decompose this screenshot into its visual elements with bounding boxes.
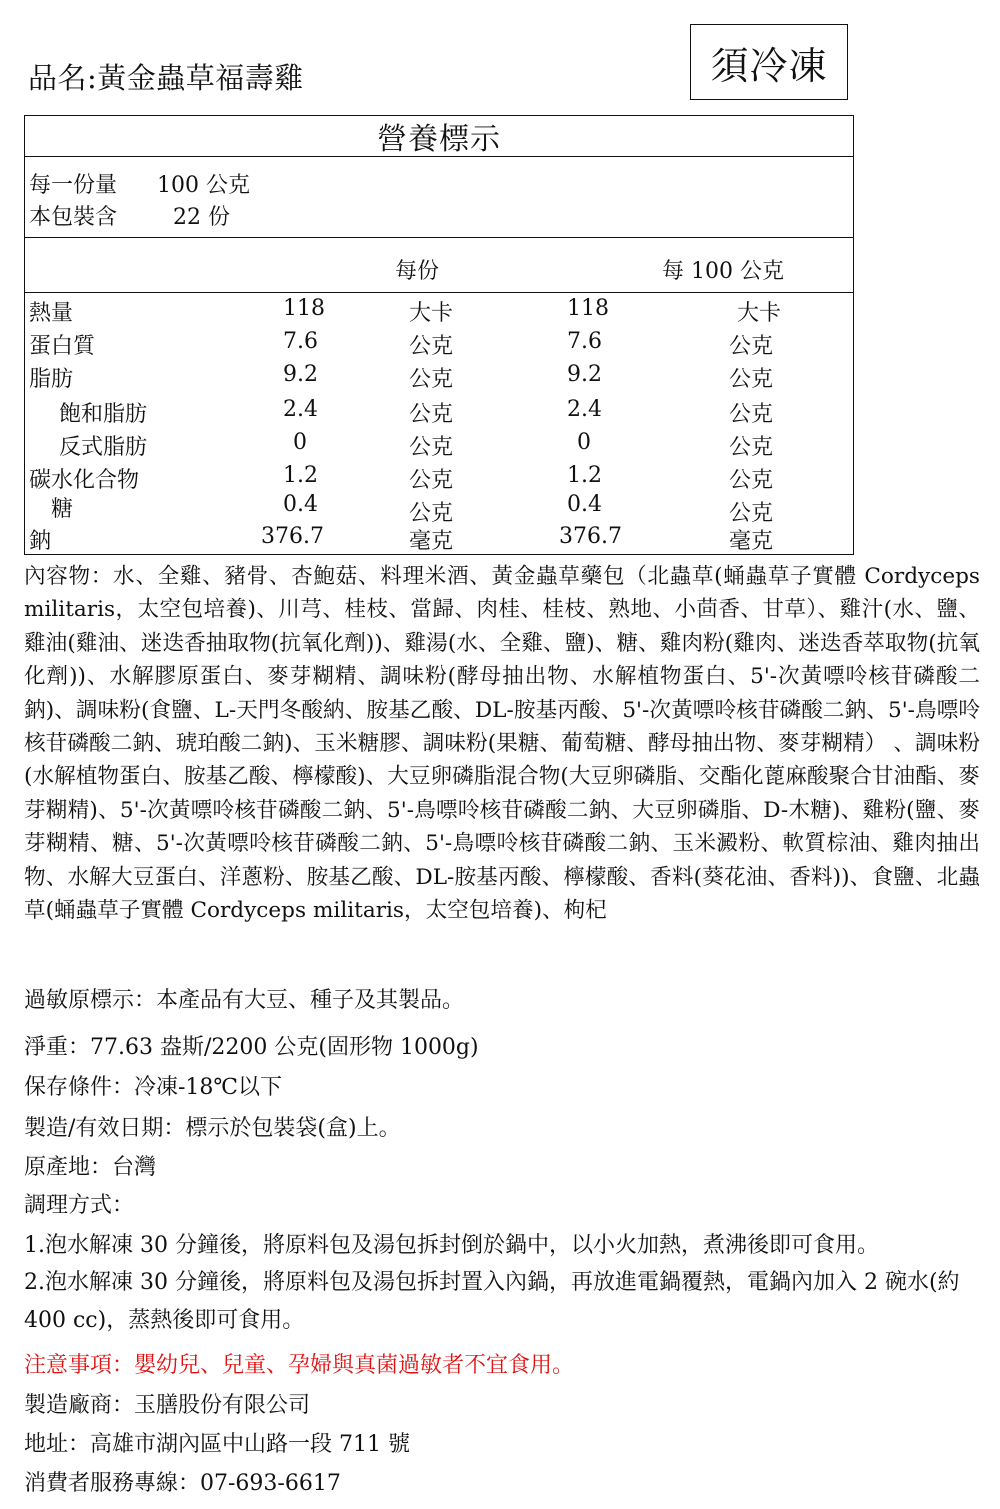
nutrient-name: 鈉	[29, 529, 52, 554]
per-100g-unit: 公克	[729, 367, 774, 392]
servings-label: 本包裝含	[29, 205, 118, 230]
nutrient-row-protein	[25, 329, 853, 362]
nutrient-name: 飽和脂肪	[59, 402, 148, 427]
nutrient-row-sugar	[25, 492, 853, 525]
per-100g-value: 118	[567, 296, 609, 321]
per-serving-value: 376.7	[261, 524, 324, 549]
allergen-statement: 過敏原標示：本產品有大豆、種子及其製品。	[24, 988, 465, 1013]
per-serving-value: 2.4	[283, 397, 318, 422]
per-serving-value: 118	[283, 296, 325, 321]
nutrient-name: 糖	[51, 497, 74, 522]
per-serving-unit: 公克	[409, 402, 454, 427]
country-of-origin: 原產地：台灣	[24, 1155, 157, 1180]
per-100g-unit: 毫克	[729, 529, 774, 554]
divider	[25, 156, 853, 157]
manufacturer: 製造廠商：玉膳股份有限公司	[24, 1393, 311, 1418]
servings-value: 22 份	[173, 205, 230, 230]
per-100g-value: 0	[577, 430, 591, 455]
storage-condition: 保存條件：冷凍-18℃以下	[24, 1075, 283, 1100]
nutrient-row-sodium	[25, 524, 853, 557]
nutrient-name: 碳水化合物	[29, 468, 140, 493]
column-header-per-100g: 每 100 公克	[662, 259, 784, 284]
per-serving-unit: 公克	[409, 501, 454, 526]
per-serving-unit: 公克	[409, 334, 454, 359]
per-100g-unit: 公克	[729, 501, 774, 526]
per-serving-value: 0	[293, 430, 307, 455]
nutrient-name: 熱量	[29, 301, 74, 326]
nutrition-facts-table	[24, 115, 854, 555]
expiry-date-note: 製造/有效日期：標示於包裝袋(盒)上。	[24, 1116, 401, 1141]
per-serving-value: 9.2	[283, 362, 318, 387]
address: 地址：高雄市湖內區中山路一段 711 號	[24, 1432, 410, 1457]
nutrient-row-energy	[25, 296, 853, 329]
per-100g-unit: 公克	[729, 334, 774, 359]
consumer-hotline: 消費者服務專線：07-693-6617	[24, 1471, 341, 1496]
per-serving-value: 7.6	[283, 329, 318, 354]
per-100g-value: 2.4	[567, 397, 602, 422]
per-100g-value: 9.2	[567, 362, 602, 387]
per-serving-unit: 大卡	[409, 301, 454, 326]
cooking-step: 2.泡水解凍 30 分鐘後，將原料包及湯包拆封置入內鍋，再放進電鍋覆熱，電鍋內加入 2 碗水(約 400 cc)，蒸熱後即可食用。	[24, 1270, 960, 1333]
per-serving-unit: 毫克	[409, 529, 454, 554]
nutrition-title: 營養標示	[377, 122, 501, 157]
per-serving-unit: 公克	[409, 367, 454, 392]
ingredients-text: 內容物：水、全雞、豬骨、杏鮑菇、料理米酒、黃金蟲草藥包（北蟲草(蛹蟲草子實體 Cordyceps militaris，太空包培養)、川芎、桂枝、當歸、肉桂、桂枝、熟地、小茴香、甘草）、雞汁(水、鹽、雞油(雞油、迷迭香抽取物(抗氧化劑))、雞湯(水、全雞、鹽)、糖、雞肉粉(雞肉、迷迭香萃取物(抗氧化劑))、水解膠原蛋白、麥芽糊精、調味粉(酵母抽出物、水解植物蛋白、5'-次黃嘌呤核苷磷酸二鈉)、調味粉(食鹽、L-天門冬酸納、胺基乙酸、DL-胺基丙酸、5'-次黃嘌呤核苷磷酸二鈉、5'-鳥嘌呤核苷磷酸二鈉、琥珀酸二鈉)、玉米糖膠、調味粉(果糖、葡萄糖、酵母抽出物、麥芽糊精） 、調味粉(水解植物蛋白、胺基乙酸、檸檬酸)、大豆卵磷脂混合物(大豆卵磷脂、交酯化蓖麻酸聚合甘油酯、麥芽糊精)、5'-次黃嘌呤核苷磷酸二鈉、5'-鳥嘌呤核苷磷酸二鈉、大豆卵磷脂、D-木糖)、雞粉(鹽、麥芽糊精、糖、5'-次黃嘌呤核苷磷酸二鈉、5'-鳥嘌呤核苷磷酸二鈉、玉米澱粉、軟質棕油、雞肉抽出物、水解大豆蛋白、洋蔥粉、胺基乙酸、DL-胺基丙酸、檸檬酸、香料(葵花油、香料))、食鹽、北蟲草(蛹蟲草子實體 Cordyceps militaris，太空包培養)、枸杞	[24, 564, 980, 924]
cooking-step: 1.泡水解凍 30 分鐘後，將原料包及湯包拆封倒於鍋中，以小火加熱，煮沸後即可食用。	[24, 1233, 879, 1258]
nutrient-row-fat	[25, 362, 853, 395]
servings-per-package	[29, 200, 230, 231]
product-name: 品名:黃金蟲草福壽雞	[28, 61, 304, 95]
keep-frozen-badge: 須冷凍	[690, 24, 848, 100]
serving-size-value: 100 公克	[157, 173, 250, 198]
per-serving-value: 0.4	[283, 492, 318, 517]
per-serving-value: 1.2	[283, 463, 318, 488]
divider	[25, 292, 853, 293]
column-header-per-serving: 每份	[394, 259, 440, 284]
per-100g-value: 7.6	[567, 329, 602, 354]
per-serving-unit: 公克	[409, 435, 454, 460]
nutrient-name: 脂肪	[29, 367, 74, 392]
net-weight: 淨重：77.63 盎斯/2200 公克(固形物 1000g)	[24, 1035, 479, 1060]
serving-size-label: 每一份量	[29, 173, 118, 198]
caution-notice: 注意事項：嬰幼兒、兒童、孕婦與真菌過敏者不宜食用。	[24, 1353, 575, 1378]
divider	[25, 237, 853, 238]
per-100g-value: 0.4	[567, 492, 602, 517]
per-100g-value: 376.7	[559, 524, 622, 549]
cooking-title: 調理方式：	[24, 1193, 135, 1218]
per-serving-unit: 公克	[409, 468, 454, 493]
per-100g-unit: 公克	[729, 468, 774, 493]
serving-size	[29, 168, 250, 199]
nutrient-row-saturated-fat	[25, 397, 853, 430]
nutrient-row-trans-fat	[25, 430, 853, 463]
per-100g-unit: 公克	[729, 435, 774, 460]
nutrient-name: 蛋白質	[29, 334, 96, 359]
per-100g-unit: 大卡	[737, 301, 782, 326]
per-100g-unit: 公克	[729, 402, 774, 427]
per-100g-value: 1.2	[567, 463, 602, 488]
nutrient-name: 反式脂肪	[59, 435, 148, 460]
